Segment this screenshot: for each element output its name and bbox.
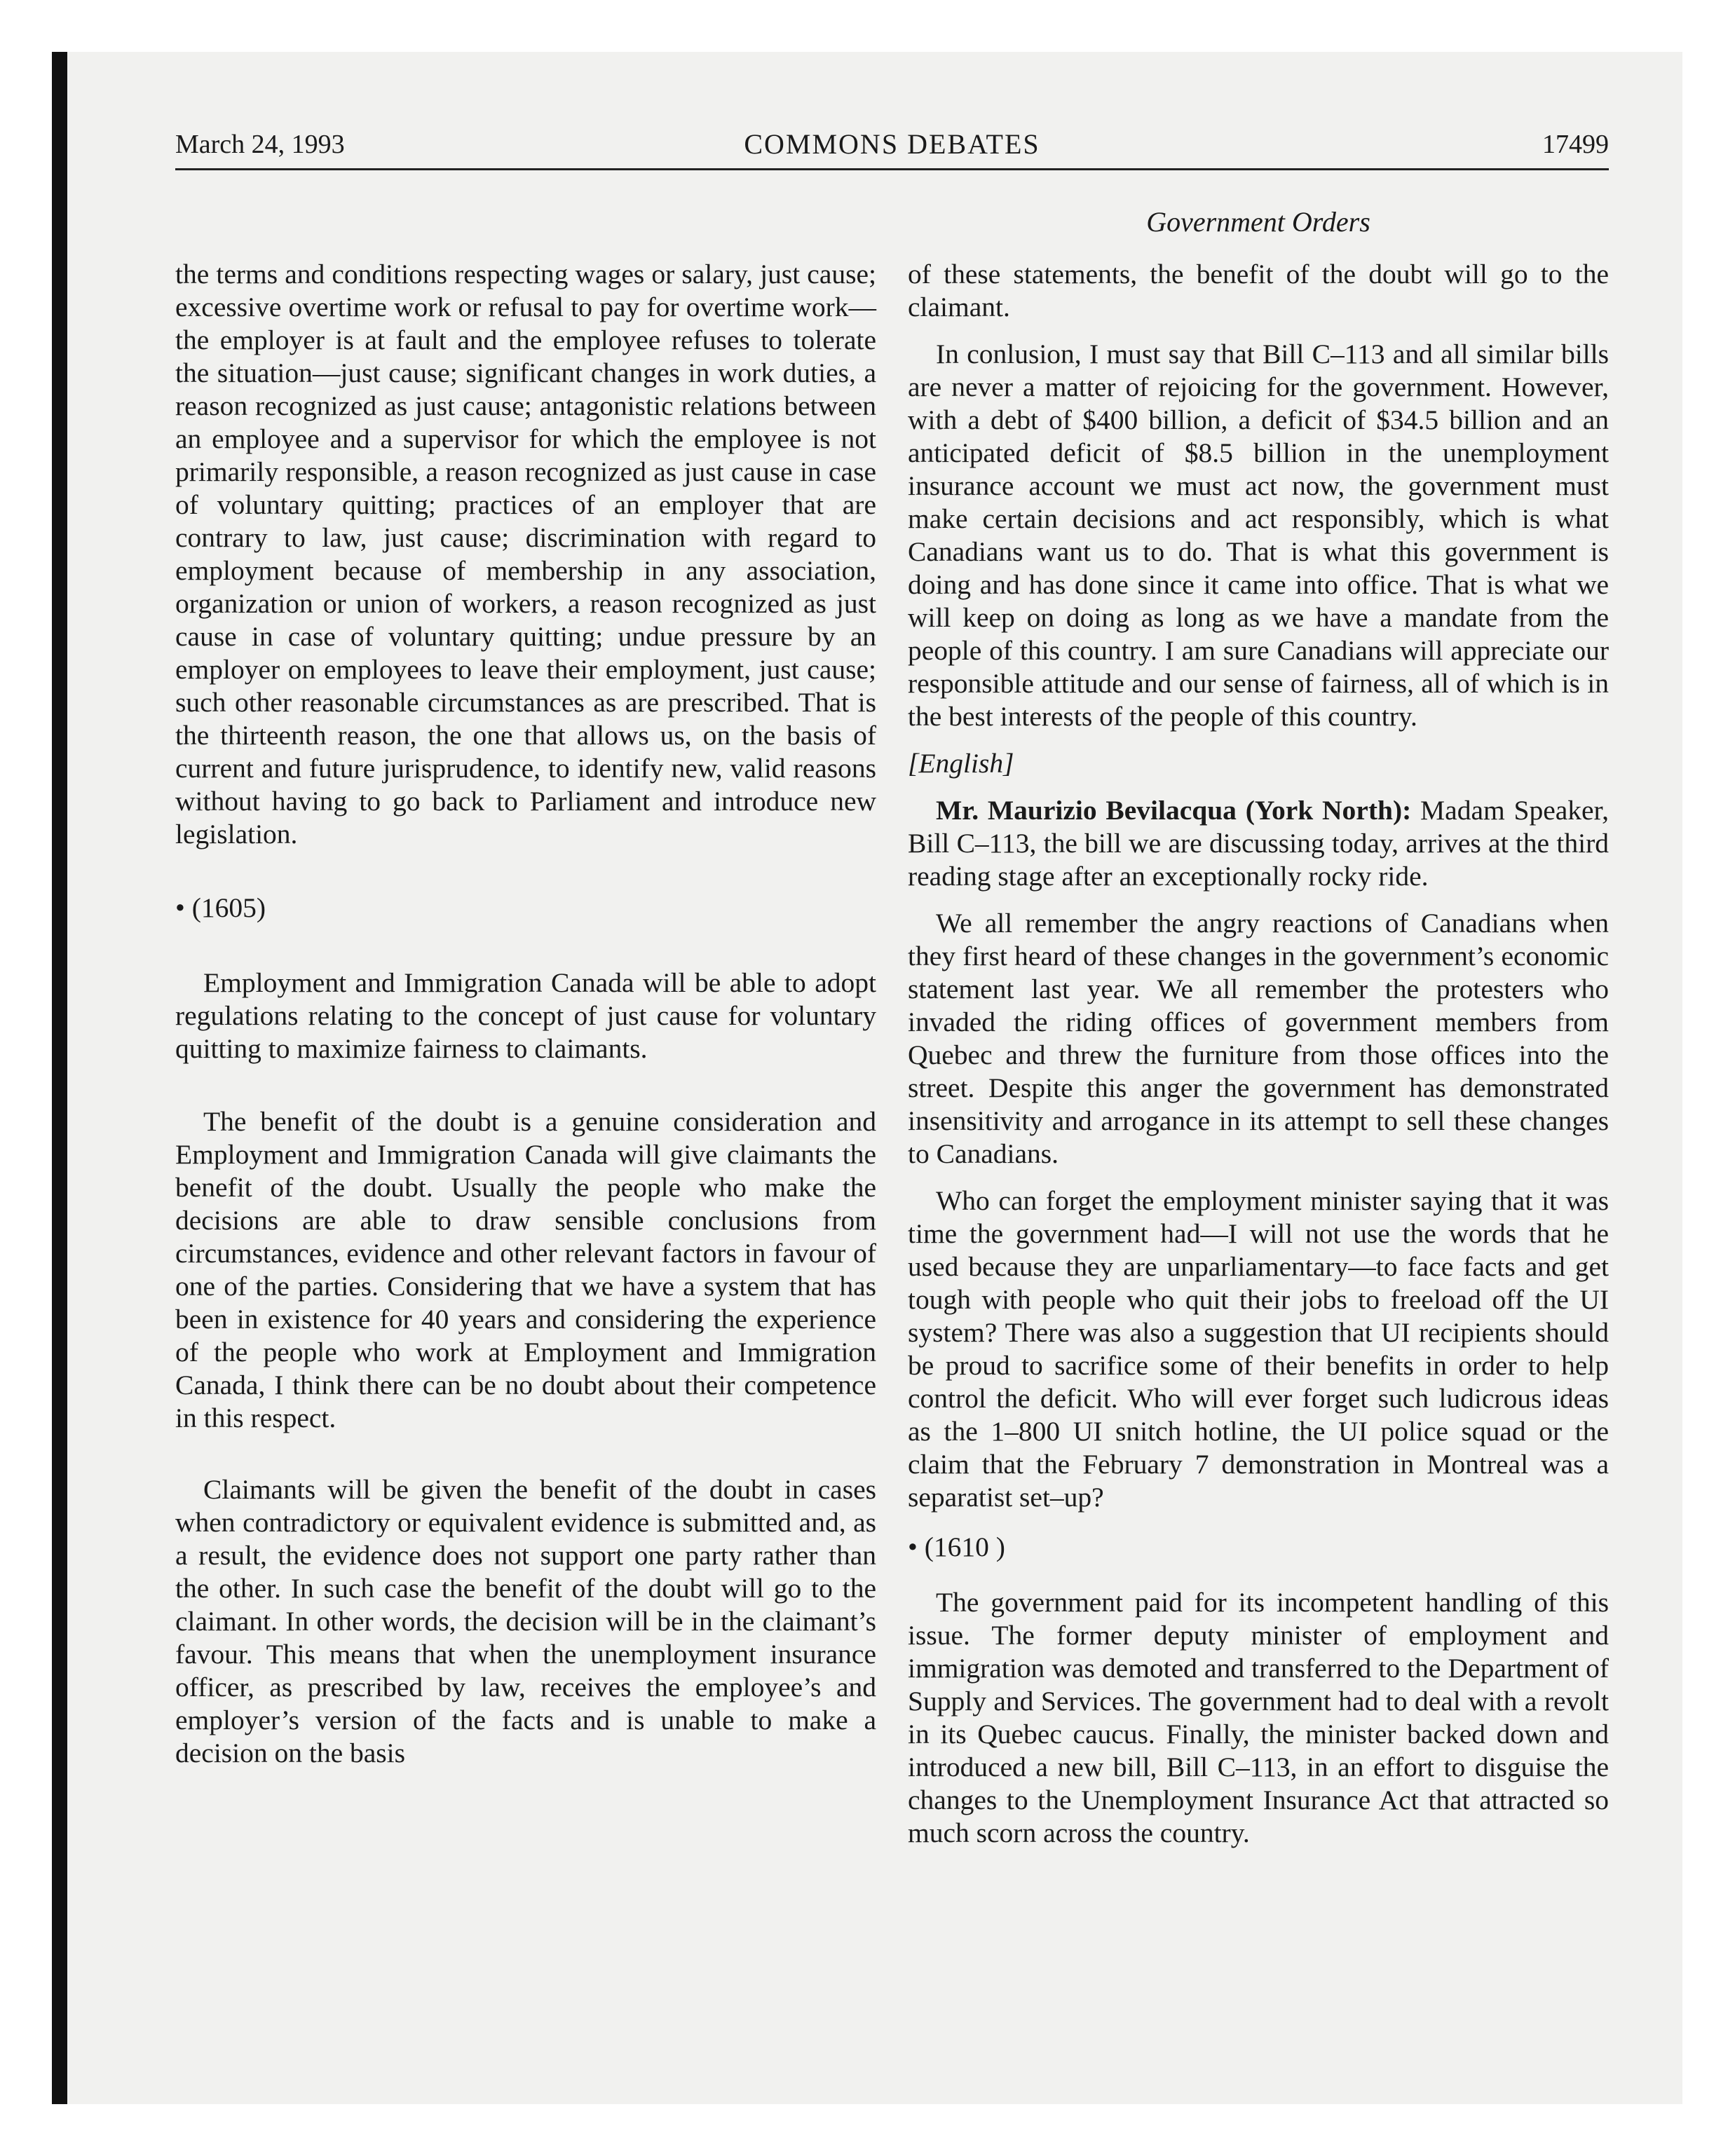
left-paragraph-2: Employment and Immigration Canada will be able to adopt regulations relating to the concept of just cause for voluntary quitting to maximize fairness to claimants. (175, 967, 876, 1064)
header-date: March 24, 1993 (175, 130, 345, 159)
right-paragraph-4: We all remember the angry reactions of Canadians when they first heard of these changes in the government’s economic statement last year. We all remember the protesters who invaded the riding offices of government members from Quebec and threw the furniture from those offices into the street. Despite this anger the government has demonstrated insensitivity and arrogance in its attempt to sell these changes to Canadians. (908, 908, 1609, 1169)
right-paragraph-5: Who can forget the employment minister saying that it was time the government had—I will not use the words that he used because they are unparliamentary—to face facts and get tough with people who quit their jobs to freeload off the UI system? There was also a suggestion that UI recipients should be proud to sacrifice some of their benefits in order to help control the deficit. Who will ever forget such ludicrous ideas as the 1–800 UI snitch hotline, the UI police squad or the claim that the February 7 demonstration in Montreal was a separatist set–up? (908, 1185, 1609, 1513)
header-page-number: 17499 (1542, 130, 1609, 159)
time-marker-1610: • (1610 ) (908, 1531, 1005, 1562)
right-paragraph-2: In conlusion, I must say that Bill C–113 and all similar bills are never a matter of rejoicing for the government. However, with a debt of $400 billion, a deficit of $34.5 billion and an anticipated deficit of $8.5 billion in the unemployment insurance account we must act now, the government must make certain decisions and act responsibly, which is what Canadians want us to do. That is what this government is doing and has done since it came into office. That is what we will keep on doing as long as we have a mandate from the people of this country. I am sure Canadians will appreciate our responsible attitude and our sense of fairness, all of which is in the best interests of the people of this country. (908, 339, 1609, 732)
right-paragraph-6: The government paid for its incompetent handling of this issue. The former deputy minister of employment and immigration was demoted and transferred to the Department of Supply and Services. The government had to deal with a revolt in its Quebec caucus. Finally, the minister backed down and introduced a new bill, Bill C–113, in an effort to disguise the changes to the Unemployment Insurance Act that attracted so much scorn across the country. (908, 1587, 1609, 1848)
speaker-text: Madam Speaker, Bill C–113, the bill we are discussing today, arrives at the third reading stage after an exceptionally rocky ride. (908, 795, 1609, 892)
right-paragraph-1: of these statements, the benefit of the doubt will go to the claimant. (908, 259, 1609, 322)
left-paragraph-1: the terms and conditions respecting wages or salary, just cause; excessive overtime work or refusal to pay for overtime work—the employer is at fault and the employee refuses to tolerate the situation—just cause; significant changes in work duties, a reason recognized as just cause; antagonistic relations between an employee and a supervisor for which the employee is not primarily responsible, a reason recognized as just cause in case of voluntary quitting; practices of an employer that are contrary to law, just cause; discrimination with regard to employment because of membership in any association, organization or union of workers, a reason recognized as just cause in case of voluntary quitting; undue pressure by an employer on employees to leave their employment, just cause; such other reasonable circumstances as are prescribed. That is the thirteenth reason, the one that allows us, on the basis of current and future jurisprudence, to identify new, valid reasons without having to go back to Parliament and introduce new legislation. (175, 259, 876, 850)
section-title: Government Orders (1146, 206, 1370, 238)
time-marker-1605: • (1605) (175, 892, 266, 923)
right-column (908, 258, 1609, 1850)
left-paragraph-3: The benefit of the doubt is a genuine consideration and Employment and Immigration Canada will give claimants the benefit of the doubt. Usually the people who make the decisions are able to draw sensible conclusions from circumstances, evidence and other relevant factors in favour of one of the parties. Considering that we have a system that has been in existence for 40 years and considering the experience of the people who work at Employment and Immigration Canada, I think there can be no doubt about their competence in this respect. (175, 1106, 876, 1433)
speaker-paragraph (908, 794, 1609, 893)
speaker-name: Mr. Maurizio Bevilacqua (York North): (936, 795, 1412, 826)
language-tag: [English] (908, 748, 1014, 779)
header-journal-title: COMMONS DEBATES (744, 128, 1040, 160)
scan-binding-edge (52, 52, 67, 2104)
left-column (175, 258, 876, 1770)
header-rule (175, 168, 1609, 170)
running-header (175, 125, 1609, 164)
left-paragraph-4: Claimants will be given the benefit of the doubt in cases when contradictory or equivalent evidence is submitted and, as a result, the evidence does not support one party rather than the other. In such case the benefit of the doubt will go to the claimant. In other words, the decision will be in the claimant’s favour. This means that when the unemployment insurance officer, as prescribed by law, receives the employee’s and employer’s version of the facts and is unable to make a decision on the basis (175, 1474, 876, 1768)
